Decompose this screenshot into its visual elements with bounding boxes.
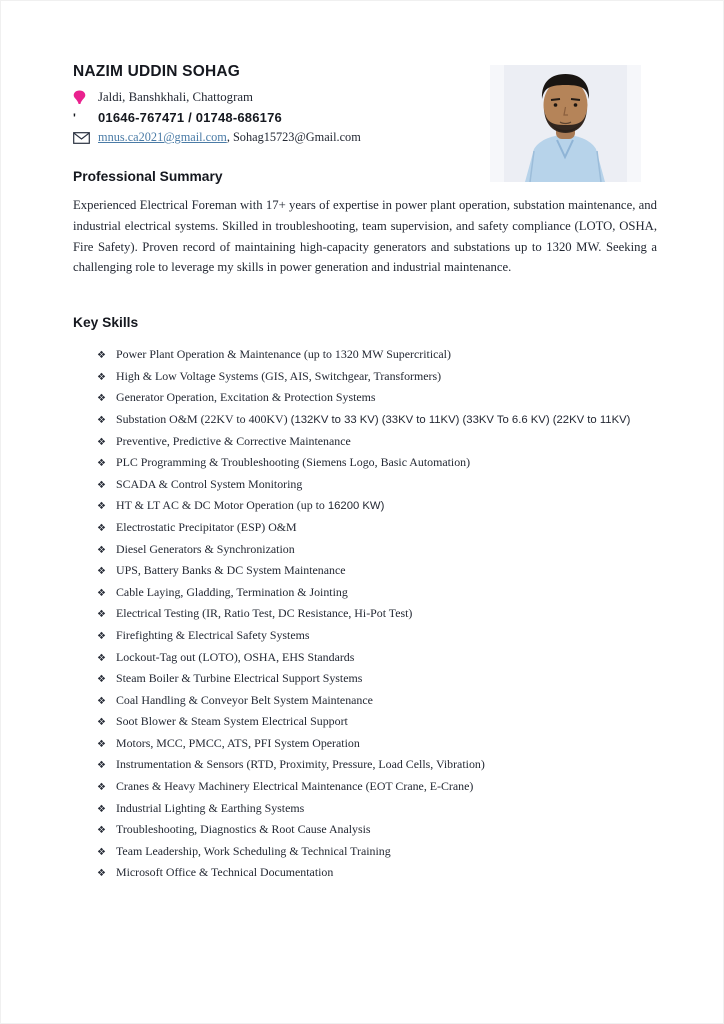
skill-text: Generator Operation, Excitation & Protection Systems — [116, 390, 376, 405]
diamond-bullet-icon: ❖ — [97, 522, 106, 534]
skill-text: PLC Programming & Troubleshooting (Siemens Logo, Basic Automation) — [116, 455, 471, 470]
skill-text: Lockout-Tag out (LOTO), OSHA, EHS Standards — [116, 649, 355, 664]
summary-heading: Professional Summary — [73, 169, 223, 184]
skill-item — [97, 776, 667, 798]
skills-list — [73, 344, 667, 884]
skill-item — [97, 409, 667, 431]
diamond-bullet-icon: ❖ — [97, 803, 106, 815]
skill-text: Power Plant Operation & Maintenance (up to 1320 MW Supercritical) — [116, 347, 451, 362]
skill-text: Motors, MCC, PMCC, ATS, PFI System Operation — [116, 735, 360, 750]
location-text: Jaldi, Banshkhali, Chattogram — [98, 90, 253, 104]
skill-item — [97, 603, 667, 625]
skill-text: Cranes & Heavy Machinery Electrical Maintenance (EOT Crane, E-Crane) — [116, 779, 474, 794]
skill-item — [97, 517, 667, 539]
skill-item — [97, 431, 667, 453]
diamond-bullet-icon: ❖ — [97, 695, 106, 707]
skill-text: Instrumentation & Sensors (RTD, Proximity, Pressure, Load Cells, Vibration) — [116, 757, 485, 772]
skill-item — [97, 647, 667, 669]
skill-item — [97, 819, 667, 841]
diamond-bullet-icon: ❖ — [97, 566, 106, 578]
skill-text: UPS, Battery Banks & DC System Maintenance — [116, 563, 346, 578]
skill-text: Team Leadership, Work Scheduling & Technical Training — [116, 843, 391, 858]
email-line — [98, 130, 361, 145]
skill-text: Cable Laying, Gladding, Termination & Jointing — [116, 584, 348, 599]
diamond-bullet-icon: ❖ — [97, 717, 106, 729]
skill-text: Steam Boiler & Turbine Electrical Support Systems — [116, 671, 363, 686]
skill-text: Coal Handling & Conveyor Belt System Maintenance — [116, 692, 373, 707]
diamond-bullet-icon: ❖ — [97, 652, 106, 664]
diamond-bullet-icon: ❖ — [97, 350, 106, 362]
diamond-bullet-icon: ❖ — [97, 544, 106, 556]
skill-item — [97, 474, 667, 496]
skill-text: Industrial Lighting & Earthing Systems — [116, 800, 305, 815]
skill-item — [97, 733, 667, 755]
skill-text: Diesel Generators & Synchronization — [116, 541, 295, 556]
email-secondary: Sohag15723@Gmail.com — [232, 130, 361, 144]
diamond-bullet-icon: ❖ — [97, 868, 106, 880]
diamond-bullet-icon: ❖ — [97, 587, 106, 599]
skills-heading: Key Skills — [73, 315, 139, 331]
skill-text: Preventive, Predictive & Corrective Maintenance — [116, 433, 351, 448]
email-link[interactable]: mnus.ca2021@gmail.com — [98, 130, 227, 144]
skill-item — [97, 668, 667, 690]
skill-item — [97, 344, 667, 366]
profile-photo — [490, 65, 641, 182]
skill-item — [97, 387, 667, 409]
diamond-bullet-icon: ❖ — [97, 782, 106, 794]
skill-item — [97, 754, 667, 776]
diamond-bullet-icon: ❖ — [97, 458, 106, 470]
skill-item — [97, 560, 667, 582]
diamond-bullet-icon: ❖ — [97, 393, 106, 405]
diamond-bullet-icon: ❖ — [97, 479, 106, 491]
envelope-icon — [73, 132, 98, 144]
phone-numbers: 01646-767471 / 01748-686176 — [98, 110, 282, 125]
diamond-bullet-icon: ❖ — [97, 760, 106, 772]
skill-item — [97, 539, 667, 561]
diamond-bullet-icon: ❖ — [97, 825, 106, 837]
skill-text: Microsoft Office & Technical Documentation — [116, 865, 334, 880]
skill-text-sans: 16200 KW) — [327, 500, 385, 513]
email-separator: , — [226, 130, 233, 144]
skill-item — [97, 452, 667, 474]
portrait-illustration — [490, 65, 641, 182]
diamond-bullet-icon: ❖ — [97, 436, 106, 448]
skill-item — [97, 690, 667, 712]
skill-text: Troubleshooting, Diagnostics & Root Cause Analysis — [116, 822, 371, 837]
skill-text: HT & LT AC & DC Motor Operation (up to — [116, 498, 328, 513]
diamond-bullet-icon: ❖ — [97, 609, 106, 621]
diamond-bullet-icon: ❖ — [97, 846, 106, 858]
diamond-bullet-icon: ❖ — [97, 630, 106, 642]
diamond-bullet-icon: ❖ — [97, 674, 106, 686]
phone-icon: ' — [73, 110, 76, 125]
summary-paragraph: Experienced Electrical Foreman with 17+ years of expertise in power plant operation, substation maintenance, and industrial electrical systems. Skilled in troubleshooting, team supervision, and safety compliance (LOTO, OSHA, Fire Safety). Proven record of maintaining high-capacity generators and substations up to 1320 MW. Seeking a challenging role to leverage my skills in power generation and industrial maintenance. — [73, 198, 657, 275]
skill-text: Firefighting & Electrical Safety Systems — [116, 627, 310, 642]
skill-text-sans: (132KV to 33 KV) (33KV to 11KV) (33KV To 6.6 KV) (22KV to 11KV) — [287, 413, 631, 426]
candidate-name: NAZIM UDDIN SOHAG — [73, 63, 241, 80]
skill-item — [97, 711, 667, 733]
skill-text: Electrostatic Precipitator (ESP) O&M — [116, 519, 297, 534]
skill-item — [97, 841, 667, 863]
skill-item — [97, 862, 667, 884]
location-pin-icon — [73, 90, 98, 105]
skill-text: Soot Blower & Steam System Electrical Support — [116, 714, 348, 729]
skill-item — [97, 798, 667, 820]
skill-text: Substation O&M (22KV to 400KV) — [116, 411, 288, 426]
diamond-bullet-icon: ❖ — [97, 738, 106, 750]
skill-text: SCADA & Control System Monitoring — [116, 476, 303, 491]
diamond-bullet-icon: ❖ — [97, 414, 106, 426]
diamond-bullet-icon: ❖ — [97, 501, 106, 513]
skill-item — [97, 495, 667, 517]
skill-item — [97, 625, 667, 647]
skill-text: High & Low Voltage Systems (GIS, AIS, Switchgear, Transformers) — [116, 368, 442, 383]
skill-text: Electrical Testing (IR, Ratio Test, DC Resistance, Hi-Pot Test) — [116, 606, 413, 621]
diamond-bullet-icon: ❖ — [97, 371, 106, 383]
skill-item — [97, 582, 667, 604]
skill-item — [97, 366, 667, 388]
